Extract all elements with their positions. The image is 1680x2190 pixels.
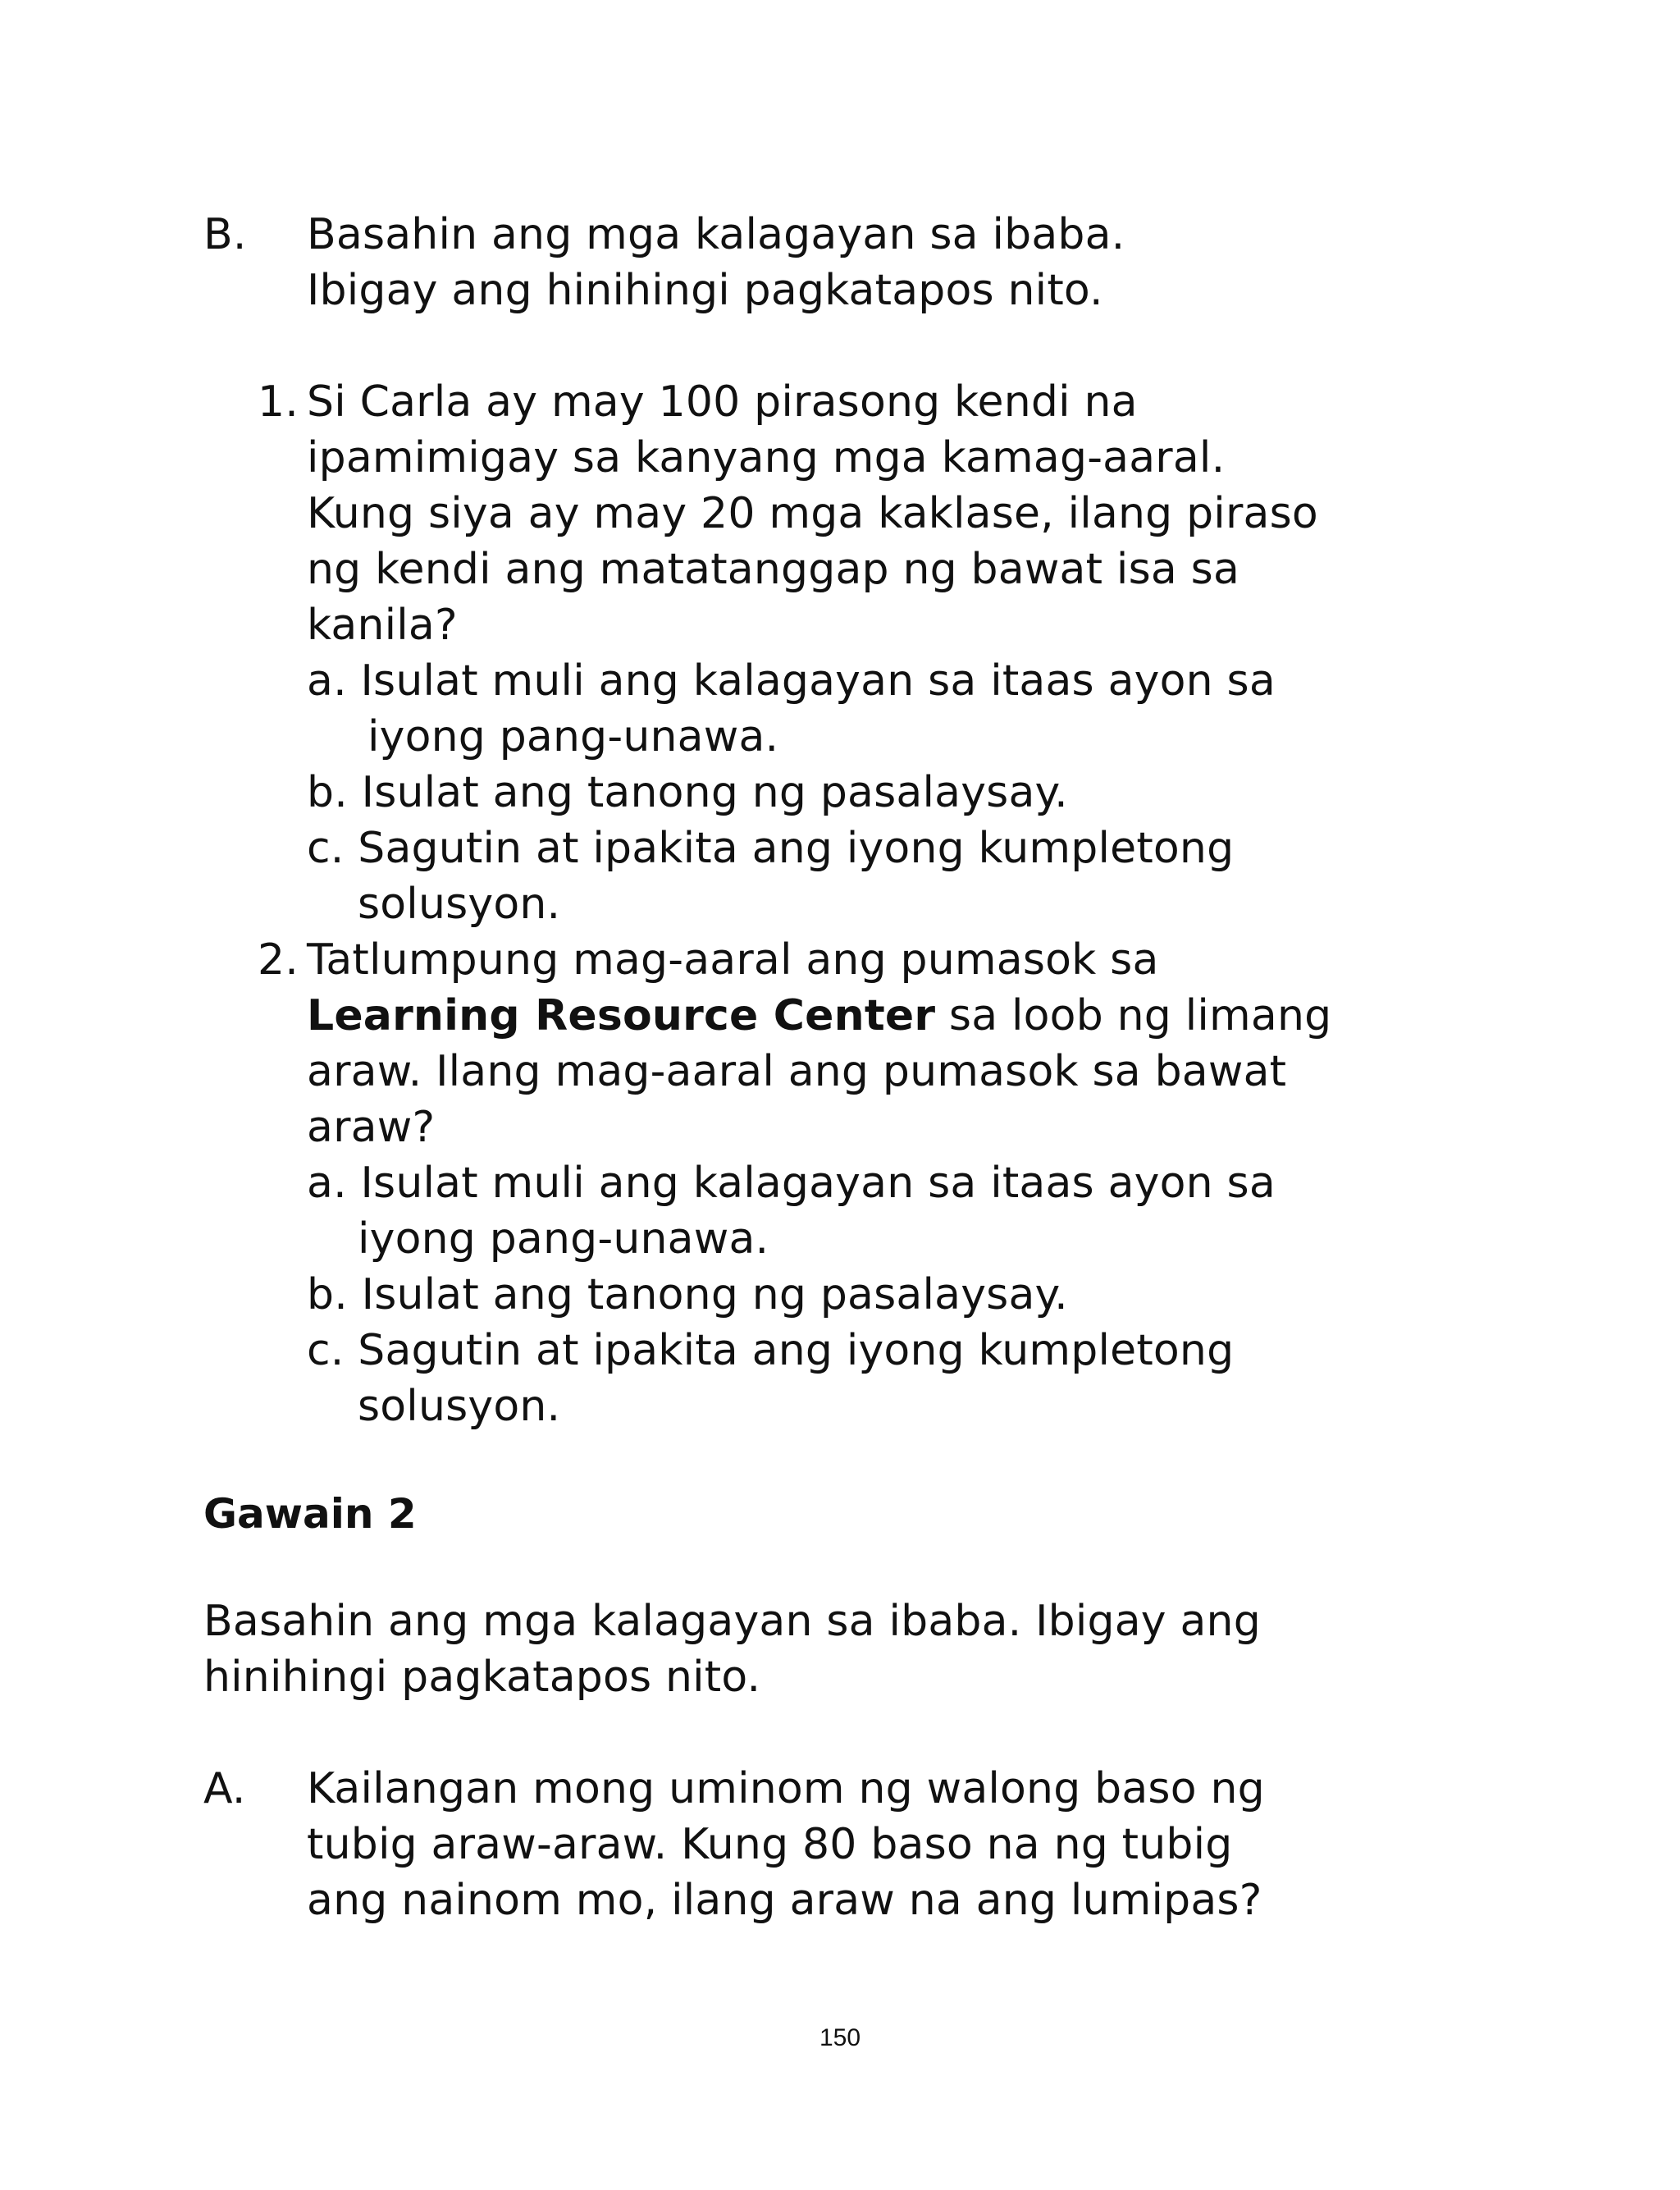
problem-1-number: 1. [258,377,299,427]
item-a-line2: tubig araw-araw. Kung 80 baso na ng tubig [307,1820,1233,1869]
problem-2-text-line4: araw? [307,1103,436,1152]
problem-2-task-c-line1: c. Sagutin at ipakita ang iyong kumpletong [307,1326,1235,1375]
problem-1-text-line5: kanila? [307,601,458,650]
section-b-marker: B. [203,210,247,259]
problem-1-task-b: b. Isulat ang tanong ng pasalaysay. [307,768,1068,817]
problem-1-task-c-line1: c. Sagutin at ipakita ang iyong kumpletong [307,824,1235,873]
problem-1-text-line3: Kung siya ay may 20 mga kaklase, ilang piraso [307,489,1318,538]
section-b-instruction-line2: Ibigay ang hinihingi pagkatapos nito. [307,266,1103,315]
problem-1-task-c-line2: solusyon. [358,880,561,929]
problem-2-text-line1: Tatlumpung mag-aaral ang pumasok sa [307,935,1159,985]
problem-2-task-a-line2: iyong pang-unawa. [358,1214,769,1264]
problem-2-task-a-line1: a. Isulat muli ang kalagayan sa itaas ayon sa [307,1159,1276,1208]
problem-1-task-a-line2: iyong pang-unawa. [368,712,779,761]
gawain-2-instruction-line1: Basahin ang mga kalagayan sa ibaba. Ibigay ang [203,1597,1261,1646]
learning-resource-center-term: Learning Resource Center [307,991,936,1040]
item-a-line1: Kailangan mong uminom ng walong baso ng [307,1764,1265,1813]
gawain-2-title: Gawain 2 [203,1490,417,1538]
problem-1-task-a-line1: a. Isulat muli ang kalagayan sa itaas ayon sa [307,656,1276,706]
problem-1-text-line1: Si Carla ay may 100 pirasong kendi na [307,377,1138,427]
problem-2-text-line2-rest: sa loob ng limang [935,991,1332,1040]
page-number: 150 [819,2024,861,2051]
problem-1-text-line4: ng kendi ang matatanggap ng bawat isa sa [307,545,1240,594]
section-b-instruction-line1: Basahin ang mga kalagayan sa ibaba. [307,210,1125,259]
problem-1-text-line2: ipamimigay sa kanyang mga kamag-aaral. [307,433,1226,482]
problem-2-number: 2. [258,935,299,985]
problem-2-task-c-line2: solusyon. [358,1382,561,1431]
problem-2-task-b: b. Isulat ang tanong ng pasalaysay. [307,1270,1068,1319]
problem-2-text-line2 [307,988,1331,1044]
item-a-marker: A. [203,1764,246,1813]
gawain-2-instruction-line2: hinihingi pagkatapos nito. [203,1653,761,1702]
item-a-line3: ang nainom mo, ilang araw na ang lumipas? [307,1876,1262,1925]
problem-2-text-line3: araw. Ilang mag-aaral ang pumasok sa bawat [307,1047,1287,1096]
